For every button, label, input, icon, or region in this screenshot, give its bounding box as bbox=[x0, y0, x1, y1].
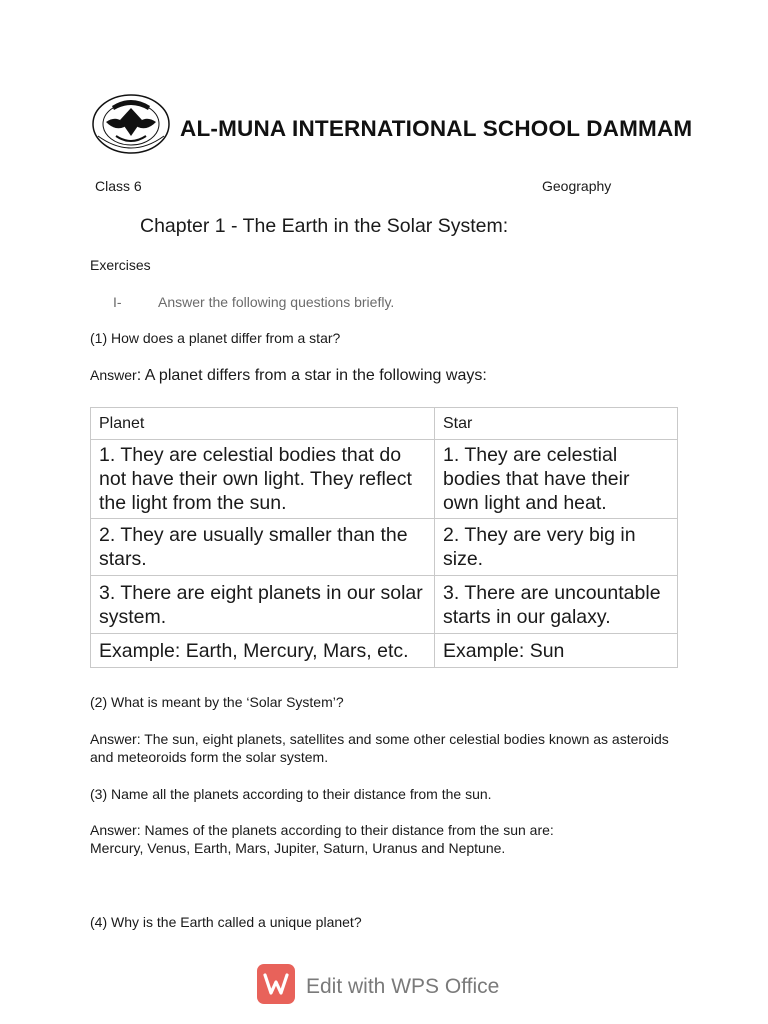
subject-label: Geography bbox=[542, 178, 612, 194]
answer-3-label: Answer bbox=[90, 822, 137, 838]
table-cell: Example: Sun bbox=[435, 634, 678, 668]
answer-3-line2: Mercury, Venus, Earth, Mars, Jupiter, Saturn, Uranus and Neptune. bbox=[90, 840, 506, 856]
table-row bbox=[91, 576, 678, 634]
question-2: (2) What is meant by the ‘Solar System’? bbox=[90, 694, 344, 710]
table-cell: 1. They are celestial bodies that have their own light and heat. bbox=[435, 440, 678, 519]
answer-3 bbox=[90, 821, 690, 857]
class-label: Class 6 bbox=[95, 178, 142, 194]
planet-star-table bbox=[90, 407, 678, 668]
table-cell: Example: Earth, Mercury, Mars, etc. bbox=[91, 634, 435, 668]
table-cell: 2. They are usually smaller than the stars. bbox=[91, 519, 435, 576]
answer-2 bbox=[90, 730, 680, 766]
question-3: (3) Name all the planets according to their distance from the sun. bbox=[90, 786, 492, 802]
table-cell: 3. There are uncountable starts in our galaxy. bbox=[435, 576, 678, 634]
school-logo bbox=[90, 92, 172, 156]
wps-edit-link[interactable]: Edit with WPS Office bbox=[306, 975, 500, 998]
table-row bbox=[91, 519, 678, 576]
answer-3-line1: : Names of the planets according to their distance from the sun are: bbox=[136, 822, 554, 838]
exercises-heading: Exercises bbox=[90, 257, 151, 273]
question-4: (4) Why is the Earth called a unique planet? bbox=[90, 914, 362, 930]
answer-2-text: : The sun, eight planets, satellites and some other celestial bodies known as asteroids and meteoroids form the solar system. bbox=[90, 731, 669, 765]
question-1: (1) How does a planet differ from a star? bbox=[90, 330, 341, 346]
table-row bbox=[91, 634, 678, 668]
answer-2-label: Answer bbox=[90, 731, 137, 747]
table-cell: 2. They are very big in size. bbox=[435, 519, 678, 576]
section-number: I- bbox=[113, 294, 122, 310]
answer-1-label: Answer bbox=[90, 367, 137, 383]
table-cell: 1. They are celestial bodies that do not have their own light. They reflect the light from the sun. bbox=[91, 440, 435, 519]
table-header-planet: Planet bbox=[91, 408, 435, 440]
answer-1-text: : A planet differs from a star in the following ways: bbox=[136, 367, 487, 384]
table-cell: 3. There are eight planets in our solar system. bbox=[91, 576, 435, 634]
section-instruction: Answer the following questions briefly. bbox=[158, 294, 395, 310]
table-header-star: Star bbox=[435, 408, 678, 440]
answer-1 bbox=[90, 367, 487, 385]
table-header-row bbox=[91, 408, 678, 440]
school-name: AL-MUNA INTERNATIONAL SCHOOL DAMMAM bbox=[180, 116, 693, 141]
wps-logo-icon[interactable] bbox=[257, 964, 295, 1004]
table-row bbox=[91, 440, 678, 519]
chapter-title: Chapter 1 - The Earth in the Solar System: bbox=[140, 215, 509, 237]
